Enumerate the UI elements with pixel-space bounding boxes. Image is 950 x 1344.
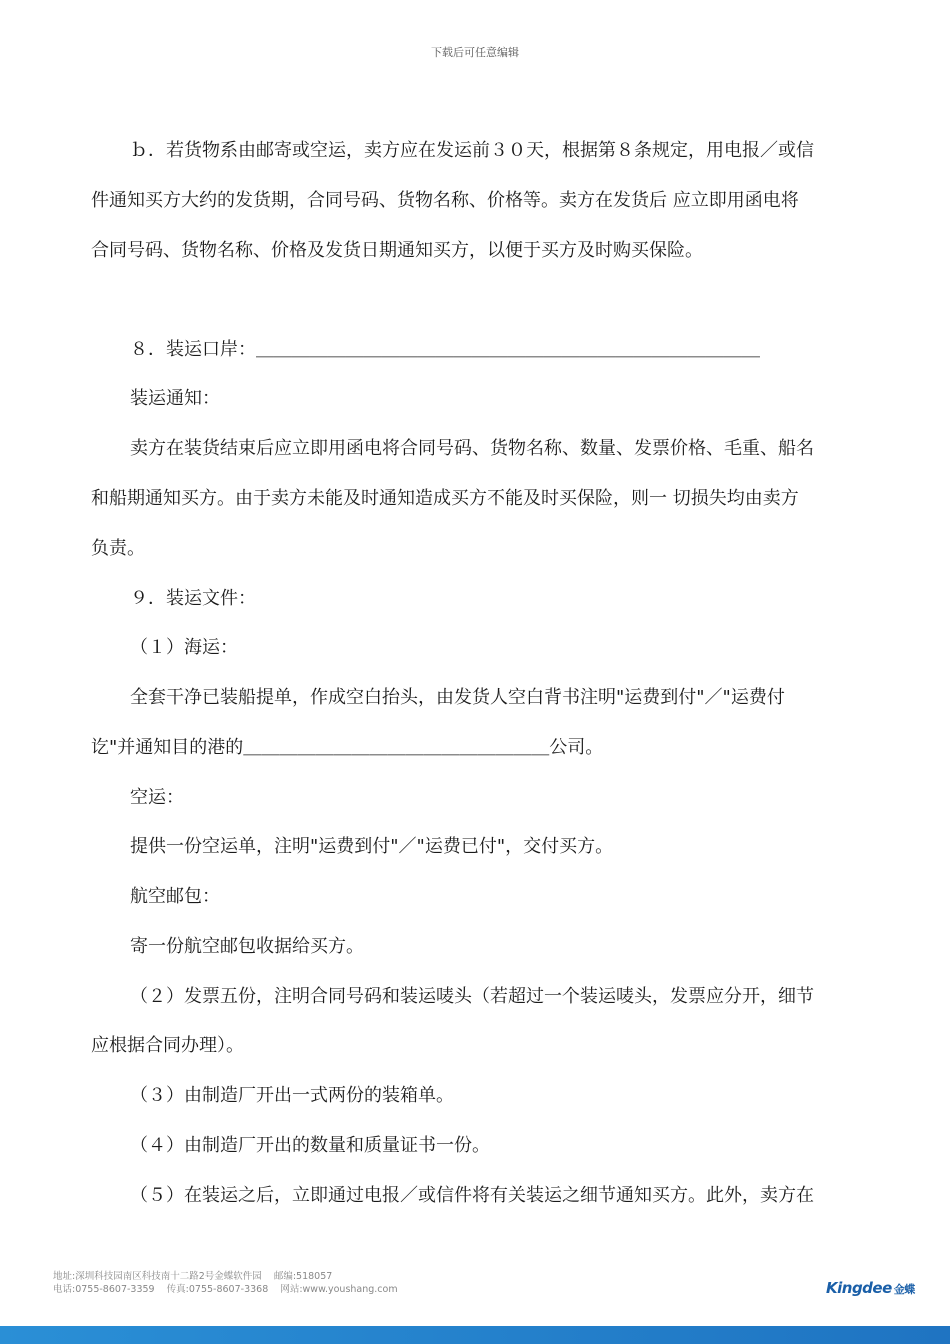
text-line: （５）在装运之后，立即通过电报／或信件将有关装运之细节通知买方。此外，卖方在 bbox=[130, 1185, 814, 1206]
page-header-note: 下载后可任意编辑 bbox=[431, 46, 519, 59]
text-line: 负责。 bbox=[91, 538, 145, 559]
text-line: 讫"并通知目的港的＿＿＿＿＿＿＿＿＿＿＿＿＿＿＿＿＿公司。 bbox=[91, 737, 604, 758]
text-line: 提供一份空运单，注明"运费到付"／"运费已付"，交付买方。 bbox=[130, 836, 614, 857]
text-line: 和船期通知买方。由于卖方未能及时通知造成买方不能及时买保险，则一 切损失均由卖方 bbox=[91, 488, 799, 509]
text-line: （２）发票五份，注明合同号码和装运唛头（若超过一个装运唛头，发票应分开，细节 bbox=[130, 986, 814, 1007]
footer-address: 地址:深圳科技园南区科技南十二路2号金蝶软件园 邮编:518057 bbox=[53, 1271, 333, 1282]
kingdee-logo bbox=[826, 1279, 915, 1297]
text-line: 航空邮包： bbox=[130, 886, 220, 907]
text-line: 装运通知： bbox=[130, 388, 220, 409]
text-line: 寄一份航空邮包收据给买方。 bbox=[130, 936, 364, 957]
text-line: 应根据合同办理）。 bbox=[91, 1035, 244, 1056]
text-line: ９．装运文件： bbox=[130, 588, 256, 609]
text-line: ｂ．若货物系由邮寄或空运，卖方应在发运前３０天，根据第８条规定，用电报／或信 bbox=[130, 140, 814, 161]
text-line: （１）海运： bbox=[130, 637, 238, 658]
footer-contact: 电话:0755-8607-3359 传真:0755-8607-3368 网站:www.youshang.com bbox=[53, 1284, 398, 1295]
text-line: 合同号码、货物名称、价格及发货日期通知买方，以便于买方及时购买保险。 bbox=[91, 240, 703, 261]
text-line: （３）由制造厂开出一式两份的装箱单。 bbox=[130, 1085, 454, 1106]
page-footer bbox=[53, 1270, 398, 1296]
logo-text: Kingdee bbox=[826, 1279, 892, 1297]
text-line: ８．装运口岸：＿＿＿＿＿＿＿＿＿＿＿＿＿＿＿＿＿＿＿＿＿＿＿＿＿＿＿＿ bbox=[130, 339, 760, 360]
logo-cn: 金蝶 bbox=[893, 1283, 915, 1296]
footer-bar bbox=[0, 1326, 950, 1344]
text-line: 全套干净已装船提单，作成空白抬头，由发货人空白背书注明"运费到付"／"运费付 bbox=[130, 687, 785, 708]
text-line: 空运： bbox=[130, 787, 184, 808]
text-line: 卖方在装货结束后应立即用函电将合同号码、货物名称、数量、发票价格、毛重、船名 bbox=[130, 438, 814, 459]
text-line: 件通知买方大约的发货期，合同号码、货物名称、价格等。卖方在发货后 应立即用函电将 bbox=[91, 190, 799, 211]
text-line: （４）由制造厂开出的数量和质量证书一份。 bbox=[130, 1135, 490, 1156]
